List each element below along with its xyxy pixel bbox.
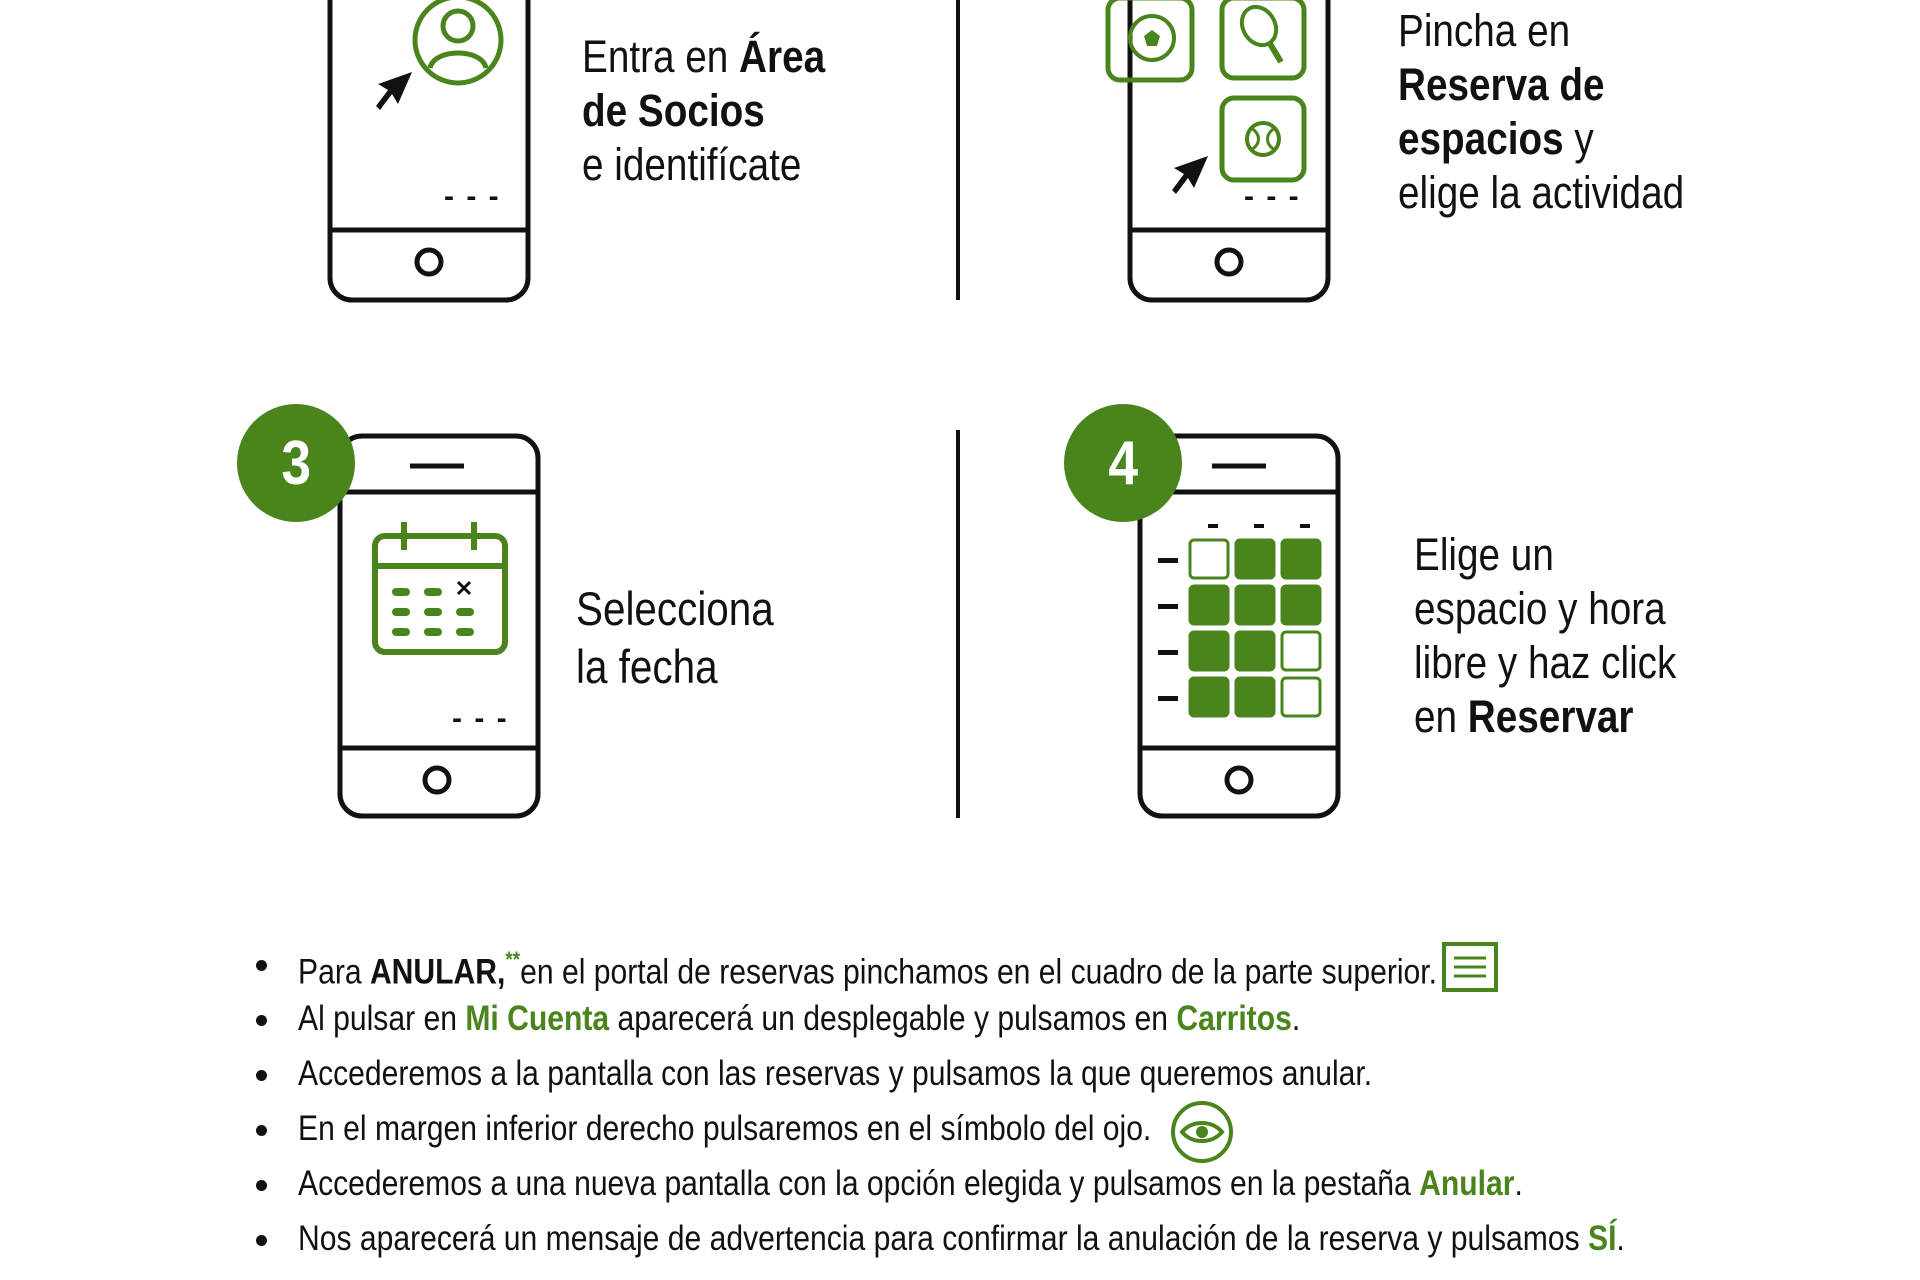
cursor-icon xyxy=(1168,154,1210,196)
step-badge-3: 3 xyxy=(237,404,355,522)
slot-grid-icon xyxy=(1154,518,1334,728)
phone-dashes: - - - xyxy=(452,702,509,735)
step-3-text: Selecciona la fecha xyxy=(576,582,774,693)
phone-dashes: - - - xyxy=(444,180,501,213)
calendar-icon xyxy=(370,520,510,660)
user-icon xyxy=(410,0,506,88)
tennis-ball-icon xyxy=(1219,98,1307,184)
eye-icon xyxy=(1170,1100,1234,1164)
step-badge-4: 4 xyxy=(1064,404,1182,522)
soccer-ball-icon xyxy=(1128,0,1194,82)
padel-racket-icon xyxy=(1219,0,1307,82)
step-2-text: Pincha en Reserva de espacios y elige la actividad xyxy=(1398,5,1685,218)
step-1-text: Entra en Área de Socios e identifícate xyxy=(582,31,826,190)
cursor-icon xyxy=(372,70,414,112)
menu-icon xyxy=(1442,942,1498,994)
step-4-text: Elige un espacio y hora libre y haz click en Reservar xyxy=(1414,529,1677,742)
divider-top xyxy=(956,0,960,300)
divider-bottom xyxy=(956,430,960,818)
phone-dashes: - - - xyxy=(1244,180,1301,213)
